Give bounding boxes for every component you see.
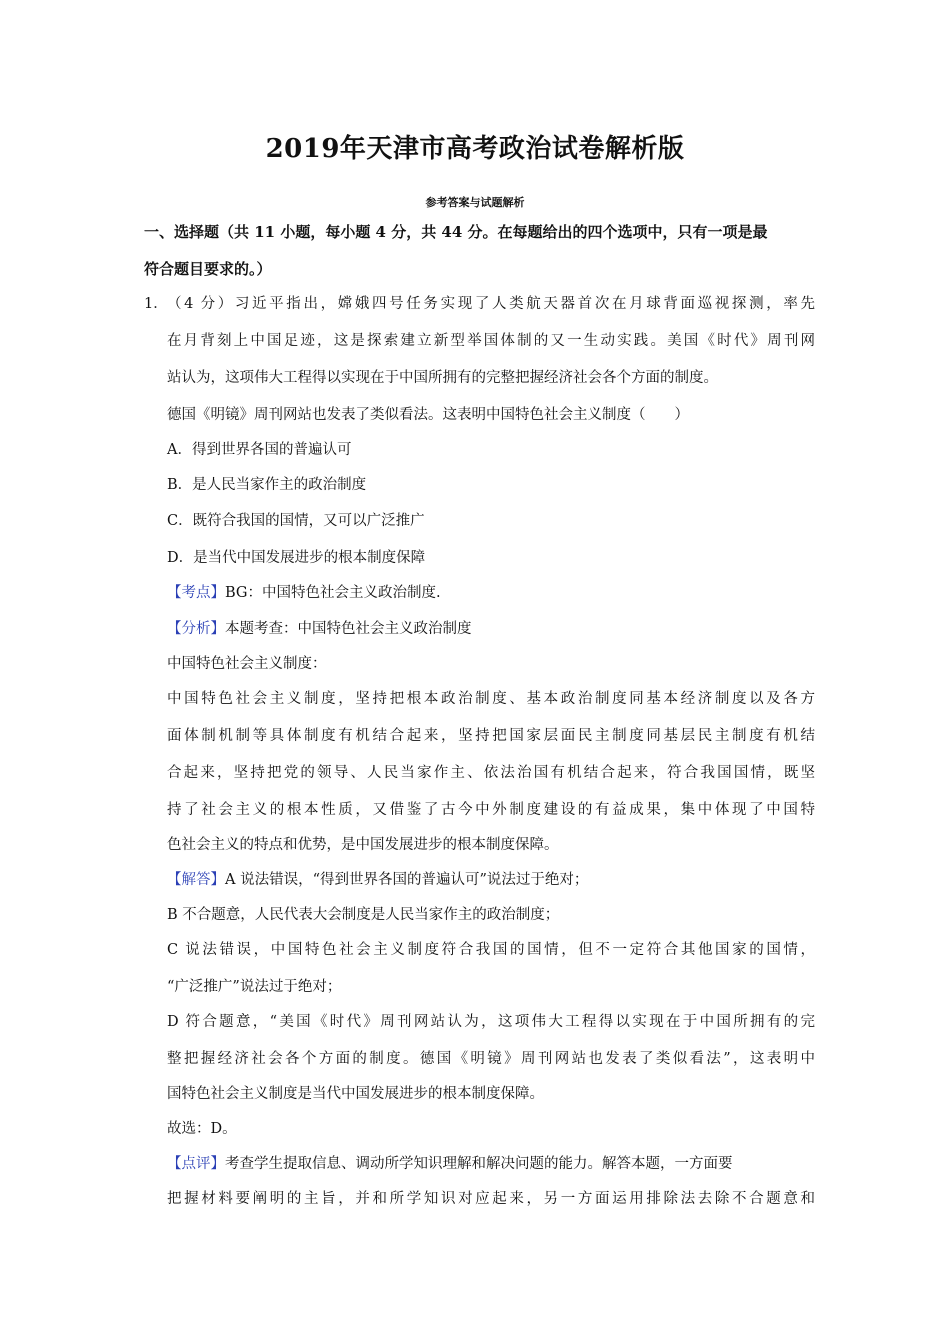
- question-number: 1．: [144, 296, 168, 312]
- answer-line: C 说法错误，中国特色社会主义制度符合我国的国情，但不一定符合其他国家的国情，: [167, 942, 815, 958]
- option-b: B．是人民当家作主的政治制度: [167, 477, 367, 493]
- answer-line: B 不合题意，人民代表大会制度是人民当家作主的政治制度；: [167, 907, 560, 923]
- question-stem-line: （4 分）习近平指出，嫦娥四号任务实现了人类航天器首次在月球背面巡视探测，率先: [167, 296, 815, 312]
- answer-line: 整把握经济社会各个方面的制度。德国《明镜》周刊网站也发表了类似看法”，这表明中: [167, 1051, 815, 1067]
- dianping-line: [167, 1146, 815, 1183]
- comment-line: 把握材料要阐明的主旨，并和所学知识对应起来，另一方面运用排除法去除不合题意和: [167, 1191, 815, 1207]
- kaodian-line: [167, 575, 815, 612]
- answer-line: D 符合题意，“美国《时代》周刊网站认为，这项伟大工程得以实现在于中国所拥有的完: [167, 1014, 815, 1030]
- section-heading-line-2: 符合题目要求的。）: [144, 260, 272, 278]
- question-stem-line: 德国《明镜》周刊网站也发表了类似看法。这表明中国特色社会主义制度（ ）: [167, 407, 689, 423]
- section-heading-line-1: 一、选择题（共 11 小题，每小题 4 分，共 44 分。在每题给出的四个选项中，只有一项是最: [144, 223, 768, 241]
- answer-line: “广泛推广”说法过于绝对；: [167, 979, 342, 995]
- analysis-line: 色社会主义的特点和优势，是中国发展进步的根本制度保障。: [167, 837, 559, 853]
- document-subtitle: 参考答案与试题解析: [425, 196, 525, 209]
- fenxi-line: [167, 611, 815, 648]
- analysis-line: 持了社会主义的根本性质，又借鉴了古今中外制度建设的有益成果，集中体现了中国特: [167, 802, 815, 818]
- analysis-line: 中国特色社会主义制度：: [167, 656, 327, 672]
- answer-line: 国特色社会主义制度是当代中国发展进步的根本制度保障。: [167, 1086, 544, 1102]
- jieda-text: A 说法错误，“得到世界各国的普遍认可”说法过于绝对；: [225, 872, 589, 888]
- document-title: 2019年天津市高考政治试卷解析版: [265, 134, 685, 164]
- jieda-line: [167, 862, 815, 899]
- option-d: D．是当代中国发展进步的根本制度保障: [167, 550, 426, 566]
- analysis-line: 合起来，坚持把党的领导、人民当家作主、依法治国有机结合起来，符合我国国情，既坚: [167, 765, 815, 781]
- analysis-line: 面体制机制等具体制度有机结合起来，坚持把国家层面民主制度同基层民主制度有机结: [167, 728, 815, 744]
- option-c: C．既符合我国的国情，又可以广泛推广: [167, 513, 425, 529]
- dianping-tag: 【点评】: [167, 1156, 225, 1172]
- kaodian-tag: 【考点】: [167, 585, 225, 601]
- jieda-tag: 【解答】: [167, 872, 225, 888]
- fenxi-text: 本题考查：中国特色社会主义政治制度: [225, 621, 472, 637]
- analysis-line: 中国特色社会主义制度，坚持把根本政治制度、基本政治制度同基本经济制度以及各方: [167, 691, 815, 707]
- dianping-text: 考查学生提取信息、调动所学知识理解和解决问题的能力。解答本题，一方面要: [225, 1156, 733, 1172]
- answer-line: 故选：D。: [167, 1121, 237, 1137]
- question-stem-line: 站认为，这项伟大工程得以实现在于中国所拥有的完整把握经济社会各个方面的制度。: [167, 370, 718, 386]
- kaodian-text: BG：中国特色社会主义政治制度.: [225, 585, 441, 601]
- fenxi-tag: 【分析】: [167, 621, 225, 637]
- question-stem-line: 在月背刻上中国足迹，这是探索建立新型举国体制的又一生动实践。美国《时代》周刊网: [167, 333, 815, 349]
- option-a: A．得到世界各国的普遍认可: [167, 442, 352, 458]
